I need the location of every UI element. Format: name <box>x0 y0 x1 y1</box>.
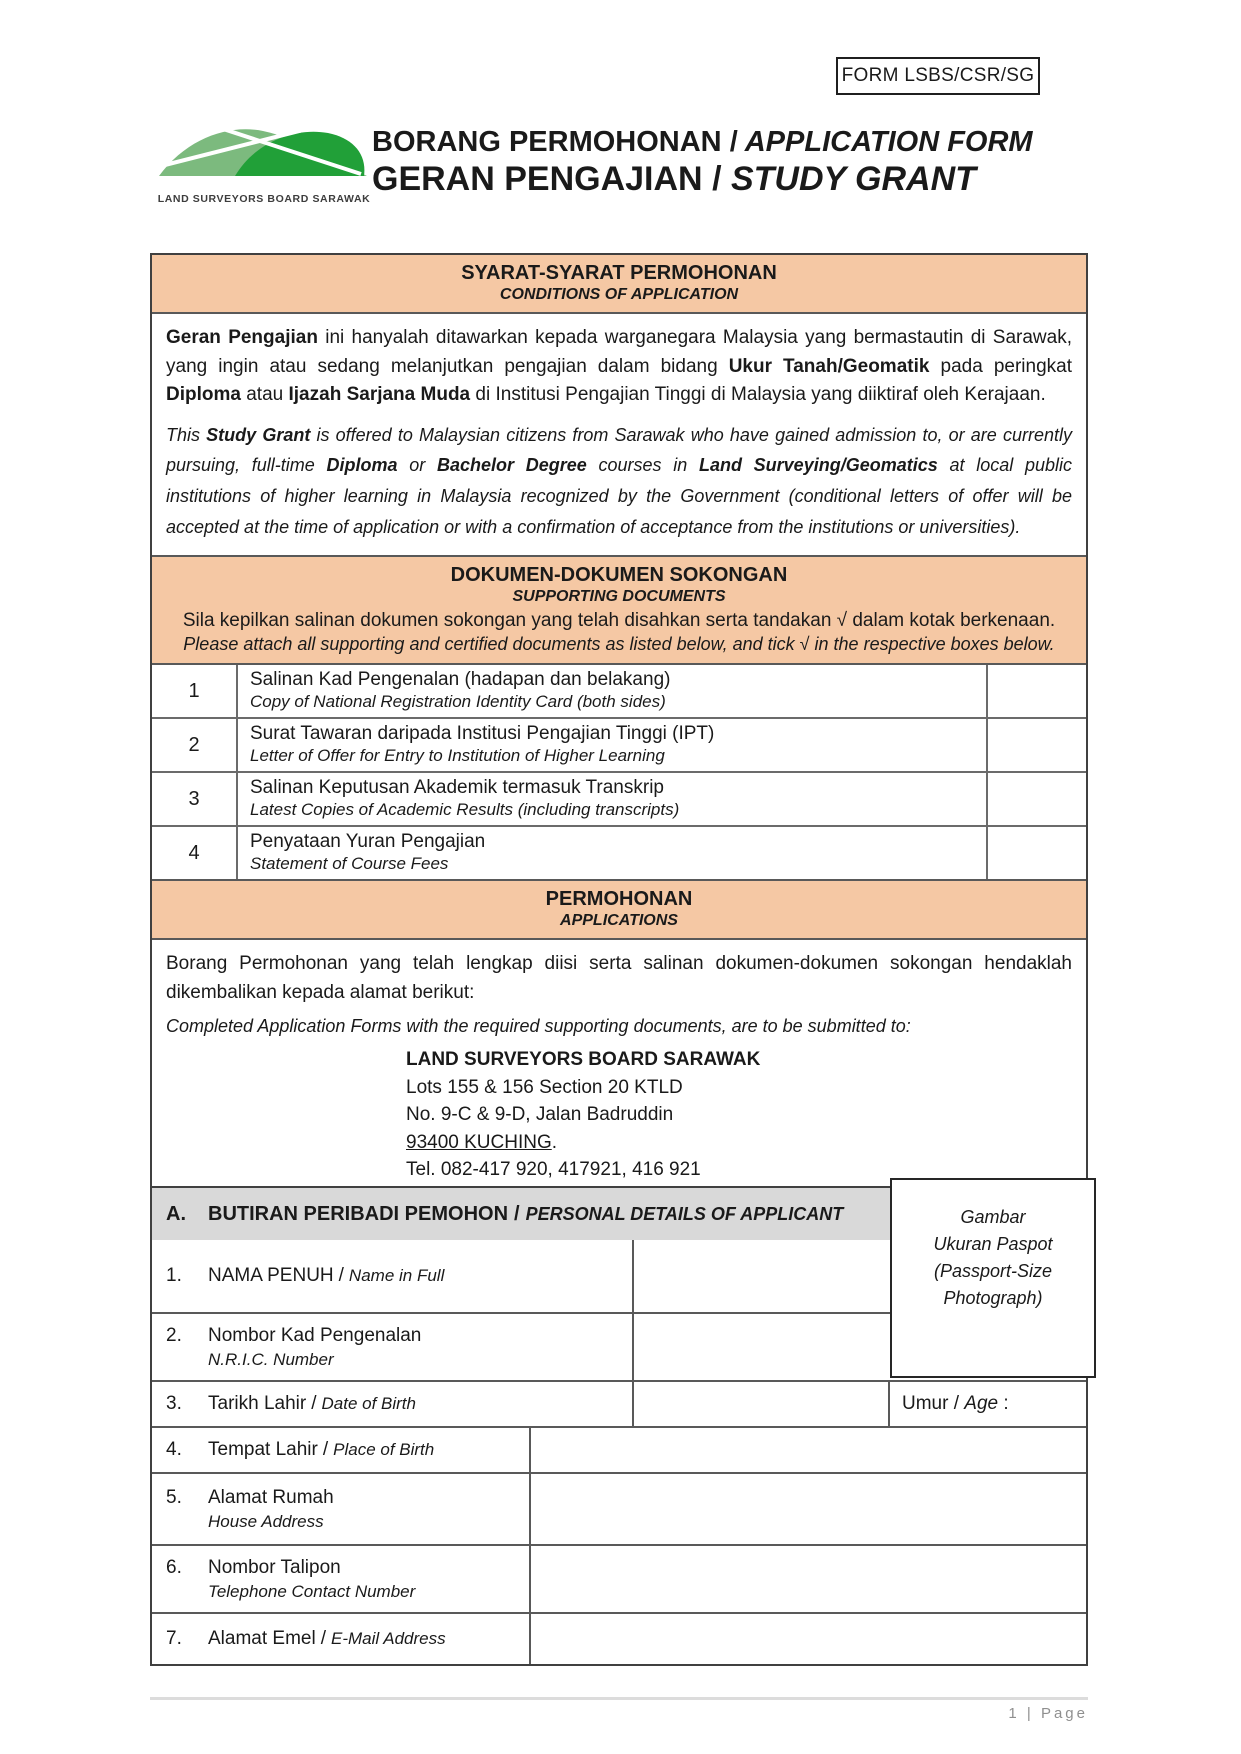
doc-checkbox-cell[interactable] <box>986 665 1086 717</box>
title-slash: / <box>729 126 738 158</box>
doc-checkbox-cell[interactable] <box>986 827 1086 879</box>
field-label-en: Date of Birth <box>321 1394 416 1413</box>
field-number: 2. <box>166 1324 182 1346</box>
field-row-dob <box>152 1380 1086 1426</box>
field-label-ms: Tarikh Lahir <box>208 1393 307 1414</box>
doc-description <box>238 665 986 717</box>
applications-heading-en: APPLICATIONS <box>560 912 678 930</box>
doc-description-en: Latest Copies of Academic Results (including transcripts) <box>250 800 680 820</box>
section-a-heading-en: PERSONAL DETAILS OF APPLICANT <box>525 1203 844 1224</box>
title-line2-en <box>722 160 976 198</box>
para-segment: Land Surveying/Geomatics <box>698 455 938 476</box>
field-label-en: Place of Birth <box>333 1440 435 1459</box>
conditions-heading-ms: SYARAT-SYARAT PERMOHONAN <box>461 262 777 284</box>
table-row <box>152 717 1086 771</box>
main-content-box <box>150 253 1088 1226</box>
para-segment: di Institusi Pengajian Tinggi di Malaysia yang diiktiraf oleh Kerajaan. <box>470 384 1046 405</box>
field-label-en: Name in Full <box>348 1266 445 1285</box>
title-line-1 <box>372 126 1033 159</box>
documents-heading-en: SUPPORTING DOCUMENTS <box>512 588 726 606</box>
conditions-paragraph-ms <box>166 324 1072 410</box>
applications-heading-ms: PERMOHONAN <box>545 888 693 911</box>
address-line: Lots 155 & 156 Section 20 KTLD <box>406 1076 683 1098</box>
field-label <box>152 1240 632 1312</box>
doc-number: 4 <box>152 827 238 879</box>
field-label <box>152 1428 529 1472</box>
applications-header <box>152 879 1086 938</box>
table-row <box>152 825 1086 879</box>
photo-box-line: Gambar <box>960 1207 1026 1227</box>
age-label-en: Age <box>964 1393 999 1414</box>
field-label-ms: Alamat Emel <box>208 1628 316 1649</box>
address-city <box>406 1129 1072 1157</box>
field-number: 6. <box>166 1556 182 1578</box>
section-a-heading-slash: / <box>514 1202 520 1225</box>
pob-input-cell[interactable] <box>529 1428 1086 1472</box>
address-city-underlined: 93400 KUCHING <box>406 1131 552 1153</box>
doc-number: 2 <box>152 719 238 771</box>
documents-header <box>152 555 1086 663</box>
para-segment: atau <box>240 384 289 405</box>
title-line-2 <box>372 160 1033 199</box>
applications-paragraph-en: Completed Application Forms with the required supporting documents, are to be submitted to: <box>166 1016 911 1037</box>
field-number: 7. <box>166 1628 182 1649</box>
para-segment: Bachelor Degree <box>436 455 587 476</box>
documents-note-en: Please attach all supporting and certified documents as listed below, and tick √ in the respective boxes below. <box>183 634 1055 655</box>
para-segment: Study Grant <box>206 424 311 445</box>
dob-input-cell[interactable] <box>632 1382 888 1426</box>
conditions-body <box>152 312 1086 555</box>
documents-heading-ms: DOKUMEN-DOKUMEN SOKONGAN <box>450 564 788 587</box>
field-label <box>152 1546 529 1612</box>
age-label-sep: / <box>948 1393 965 1414</box>
para-segment: pada peringkat <box>929 355 1072 377</box>
field-number: 5. <box>166 1486 182 1508</box>
address-city-suffix: . <box>551 1131 558 1153</box>
doc-description-ms: Surat Tawaran daripada Institusi Pengajian Tinggi (IPT) <box>250 723 715 745</box>
field-label-ms: Alamat Rumah <box>208 1486 334 1508</box>
doc-description-en: Letter of Offer for Entry to Institution of Higher Learning <box>250 746 665 766</box>
para-segment: ini hanyalah ditawarkan kepada warganegara Malaysia yang bermastautin di Sarawak, yang ingin atau sedang melanjutkan pengajian dalam bidang <box>166 327 1072 377</box>
doc-description-ms: Salinan Keputusan Akademik termasuk Transkrip <box>250 777 664 799</box>
para-segment: courses in <box>586 455 699 476</box>
title-line1-en <box>738 126 1033 158</box>
doc-description <box>238 719 986 771</box>
title-line2-ms: GERAN PENGAJIAN <box>372 160 703 198</box>
table-row <box>152 665 1086 717</box>
table-row <box>152 771 1086 825</box>
title2-separator <box>703 160 712 198</box>
doc-description-ms: Penyataan Yuran Pengajian <box>250 831 486 853</box>
section-a-heading-ms: BUTIRAN PERIBADI PEMOHON <box>208 1202 509 1225</box>
doc-checkbox-cell[interactable] <box>986 719 1086 771</box>
photo-box-line: Ukuran Paspot <box>933 1234 1053 1254</box>
field-label-slash: / <box>320 1628 326 1649</box>
field-label-ms: Nombor Talipon <box>208 1556 341 1578</box>
photo-box-line: (Passport-Size <box>933 1261 1053 1281</box>
form-code-box <box>836 57 1040 95</box>
field-label-slash: / <box>322 1439 329 1460</box>
passport-photo-box[interactable] <box>890 1178 1096 1378</box>
para-segment: Diploma <box>166 384 241 405</box>
conditions-header <box>152 255 1086 312</box>
para-segment: Ukur Tanah/Geomatik <box>728 355 930 377</box>
footer-divider <box>150 1697 1088 1700</box>
doc-checkbox-cell[interactable] <box>986 773 1086 825</box>
conditions-heading-en: CONDITIONS OF APPLICATION <box>499 286 739 303</box>
document-title <box>372 126 1033 199</box>
field-row-telephone <box>152 1544 1086 1612</box>
form-code-text: FORM LSBS/CSR/SG <box>841 65 1035 86</box>
title2-slash: / <box>712 160 722 198</box>
para-segment: Geran Pengajian <box>166 327 318 348</box>
documents-note-ms: Sila kepilkan salinan dokumen sokongan yang telah disahkan serta tandakan √ dalam kotak berkenaan. <box>182 610 1056 632</box>
documents-table <box>152 663 1086 879</box>
field-number: 4. <box>166 1439 182 1460</box>
telephone-input-cell[interactable] <box>529 1546 1086 1612</box>
applications-paragraph-ms: Borang Permohonan yang telah lengkap diisi serta salinan dokumen-dokumen sokongan hendaklah dikembalikan kepada alamat berikut: <box>166 953 1072 1003</box>
address-line: No. 9-C & 9-D, Jalan Badruddin <box>406 1104 674 1126</box>
email-input-cell[interactable] <box>529 1614 1086 1664</box>
field-label-ms: Nombor Kad Pengenalan <box>208 1324 422 1346</box>
field-row-house-address <box>152 1472 1086 1544</box>
address-tel: Tel. 082-417 920, 417921, 416 921 <box>406 1159 701 1181</box>
section-a-letter: A. <box>166 1202 186 1225</box>
doc-description <box>238 773 986 825</box>
para-segment: or <box>397 455 437 476</box>
doc-number: 1 <box>152 665 238 717</box>
para-segment: at local public institutions of higher learning in Malaysia recognized by the Government (conditional letters of offer will be accepted at the time of application or with a confirmation of acceptance from the institutions or universities). <box>166 455 1072 538</box>
field-label <box>152 1474 529 1544</box>
org-logo <box>155 116 373 205</box>
doc-description-en: Statement of Course Fees <box>250 854 449 874</box>
field-label-slash: / <box>338 1265 344 1286</box>
field-number: 1. <box>166 1265 182 1286</box>
field-label-en: House Address <box>208 1511 324 1531</box>
field-label-ms: NAMA PENUH <box>208 1265 334 1286</box>
page-number: 1 | Page <box>1008 1705 1088 1722</box>
field-number: 3. <box>166 1393 182 1414</box>
doc-description-ms: Salinan Kad Pengenalan (hadapan dan belakang) <box>250 669 671 691</box>
field-label-en: N.R.I.C. Number <box>208 1349 334 1369</box>
para-segment: This <box>166 424 207 445</box>
doc-number: 3 <box>152 773 238 825</box>
field-label <box>152 1382 632 1426</box>
address-name: LAND SURVEYORS BOARD SARAWAK <box>406 1049 761 1071</box>
title-line2-en-text: STUDY GRANT <box>730 160 976 198</box>
field-label-ms: Tempat Lahir <box>208 1439 318 1460</box>
field-label-en: Telephone Contact Number <box>208 1581 416 1601</box>
age-cell[interactable] <box>888 1382 1086 1426</box>
logo-caption: LAND SURVEYORS BOARD SARAWAK <box>157 193 371 205</box>
field-row-pob <box>152 1426 1086 1472</box>
para-segment: Ijazah Sarjana Muda <box>288 384 471 405</box>
doc-description <box>238 827 986 879</box>
field-label <box>152 1314 632 1380</box>
photo-box-line: Photograph) <box>943 1288 1043 1308</box>
title-separator <box>722 126 730 158</box>
title-line1-en-text: APPLICATION FORM <box>744 126 1033 158</box>
conditions-paragraph-en <box>166 420 1072 544</box>
field-row-email <box>152 1612 1086 1664</box>
title-line1-ms: BORANG PERMOHONAN <box>372 126 722 158</box>
doc-description-en: Copy of National Registration Identity Card (both sides) <box>250 692 666 712</box>
logo-hills-icon <box>155 116 373 190</box>
house-address-input-cell[interactable] <box>529 1474 1086 1544</box>
para-segment: is offered to Malaysian citizens from Sarawak who have gained admission to, or are currently pursuing, full-time <box>166 424 1072 476</box>
age-label-ms: Umur <box>902 1393 949 1414</box>
field-label-slash: / <box>311 1393 317 1414</box>
para-segment: Diploma <box>326 455 398 476</box>
field-label <box>152 1614 529 1664</box>
age-label-suffix: : <box>998 1393 1009 1414</box>
field-label-en: E-Mail Address <box>330 1629 446 1648</box>
